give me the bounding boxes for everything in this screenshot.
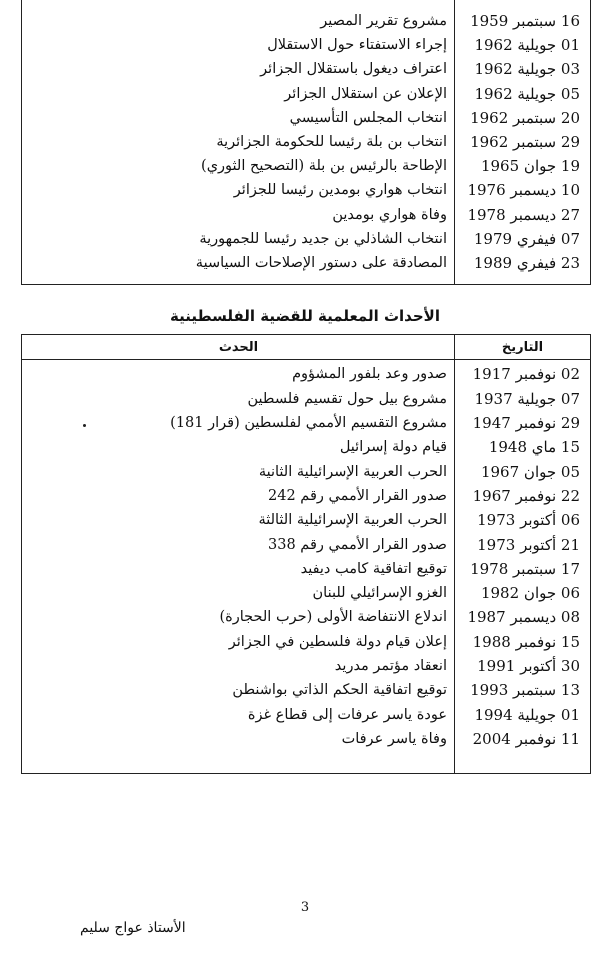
- table-row: [22, 532, 590, 556]
- header-date: التاريخ: [501, 339, 544, 355]
- date-cell: 08 ديسمبر 1987: [467, 608, 580, 627]
- date-cell: 06 جوان 1982: [480, 584, 580, 603]
- author-signature: الأستاذ عواج سليم: [80, 920, 186, 936]
- date-cell: 01 جويلية 1962: [474, 36, 580, 55]
- section-title: الأحداث المعلمية للقضية الفلسطينية: [170, 307, 440, 325]
- event-cell: وفاة هواري بومدين: [332, 206, 447, 223]
- event-cell: الغزو الإسرائيلي للبنان: [312, 585, 447, 602]
- date-cell: 21 أكتوبر 1973: [477, 535, 580, 554]
- event-cell: قيام دولة إسرائيل: [339, 439, 447, 456]
- table-header: [22, 335, 590, 360]
- date-cell: 05 جوان 1967: [480, 462, 580, 481]
- event-cell: مشروع تقرير المصير: [320, 13, 447, 30]
- table-row: [22, 435, 590, 459]
- date-cell: 07 جويلية 1937: [474, 389, 580, 408]
- table-row: [22, 130, 590, 154]
- event-cell: صدور القرار الأممي رقم 242: [268, 487, 447, 504]
- date-cell: 19 جوان 1965: [480, 157, 580, 176]
- table-row: [22, 484, 590, 508]
- column-divider: [454, 0, 455, 284]
- event-cell: صدور وعد بلفور المشؤوم: [292, 366, 447, 383]
- event-cell: الحرب العربية الإسرائيلية الثالثة: [258, 512, 447, 529]
- event-cell: انتخاب بن بلة رئيسا للحكومة الجزائرية: [216, 134, 447, 151]
- date-cell: 29 نوفمبر 1947: [472, 414, 580, 433]
- date-cell: 11 نوفمبر 2004: [472, 729, 580, 748]
- event-cell: المصادقة على دستور الإصلاحات السياسية: [195, 254, 447, 271]
- event-cell: مشروع التقسيم الأممي لفلسطين (قرار 181): [170, 415, 447, 432]
- table-row: [22, 227, 590, 251]
- event-cell: صدور القرار الأممي رقم 338: [268, 536, 447, 553]
- event-cell: مشروع بيل حول تقسيم فلسطين: [247, 390, 447, 407]
- date-cell: 03 جويلية 1962: [474, 60, 580, 79]
- table-row: [22, 702, 590, 726]
- date-cell: 07 فيفري 1979: [473, 229, 580, 248]
- table-row: [22, 654, 590, 678]
- header-event: الحدث: [218, 339, 259, 355]
- date-cell: 13 سبتمبر 1993: [470, 681, 580, 700]
- table-row: [22, 508, 590, 532]
- date-cell: 15 نوفمبر 1988: [472, 632, 580, 651]
- table-row: [22, 605, 590, 629]
- event-cell: انتخاب هواري بومدين رئيسا للجزائر: [233, 182, 447, 199]
- table-row: [22, 678, 590, 702]
- table-row: [22, 203, 590, 227]
- event-cell: عودة ياسر عرفات إلى قطاع غزة: [247, 706, 447, 723]
- event-cell: انعقاد مؤتمر مدريد: [334, 658, 447, 674]
- table-row: [22, 57, 590, 81]
- event-cell: انتخاب الشاذلي بن جديد رئيسا للجمهورية: [199, 230, 447, 247]
- date-cell: 05 جويلية 1962: [474, 84, 580, 103]
- table-row: [22, 557, 590, 581]
- date-cell: 17 سبتمبر 1978: [470, 559, 580, 578]
- event-cell: إعلان قيام دولة فلسطين في الجزائر: [228, 633, 447, 650]
- table-row: [22, 82, 590, 106]
- date-cell: 22 نوفمبر 1967: [472, 486, 580, 505]
- date-cell: 02 نوفمبر 1917: [472, 365, 580, 384]
- date-cell: 01 جويلية 1994: [474, 705, 580, 724]
- date-cell: 27 ديسمبر 1978: [467, 205, 580, 224]
- event-cell: توقيع اتفاقية كامب ديفيد: [300, 560, 447, 577]
- table-row: [22, 362, 590, 386]
- table-row: [22, 581, 590, 605]
- table-row: [22, 727, 590, 751]
- table-row: [22, 630, 590, 654]
- event-cell: توقيع اتفاقية الحكم الذاتي بواشنطن: [232, 682, 447, 699]
- algeria-timeline-table: [21, 0, 591, 285]
- date-cell: 29 سبتمبر 1962: [470, 133, 580, 152]
- table-row: [22, 251, 590, 275]
- event-cell: اعتراف ديغول باستقلال الجزائر: [260, 61, 447, 78]
- date-cell: 30 أكتوبر 1991: [477, 657, 580, 675]
- date-cell: 23 فيفري 1989: [473, 253, 580, 272]
- event-cell: وفاة ياسر عرفات: [341, 730, 447, 747]
- event-cell: الإعلان عن استقلال الجزائر: [284, 85, 447, 102]
- date-cell: 06 أكتوبر 1973: [477, 511, 580, 530]
- table-row: [22, 387, 590, 411]
- date-cell: 16 سبتمبر 1959: [470, 12, 580, 31]
- page-number: 3: [300, 900, 310, 915]
- date-cell: 10 ديسمبر 1976: [467, 181, 580, 200]
- event-cell: اندلاع الانتفاضة الأولى (حرب الحجارة): [219, 609, 447, 626]
- table-row: [22, 154, 590, 178]
- date-cell: 15 ماي 1948: [488, 438, 580, 457]
- table-row: [22, 178, 590, 202]
- event-cell: انتخاب المجلس التأسيسي: [289, 109, 447, 126]
- event-cell: الحرب العربية الإسرائيلية الثانية: [258, 463, 447, 480]
- date-cell: 20 سبتمبر 1962: [470, 108, 580, 127]
- event-cell: الإطاحة بالرئيس بن بلة (التصحيح الثوري): [201, 158, 447, 175]
- palestine-timeline-table: [21, 334, 591, 774]
- table-row: [22, 9, 590, 33]
- event-cell: إجراء الاستفتاء حول الاستقلال: [267, 37, 447, 54]
- column-divider: [454, 335, 455, 773]
- table-row: [22, 411, 590, 435]
- table-row: [22, 106, 590, 130]
- table-row: [22, 459, 590, 483]
- table-row: [22, 33, 590, 57]
